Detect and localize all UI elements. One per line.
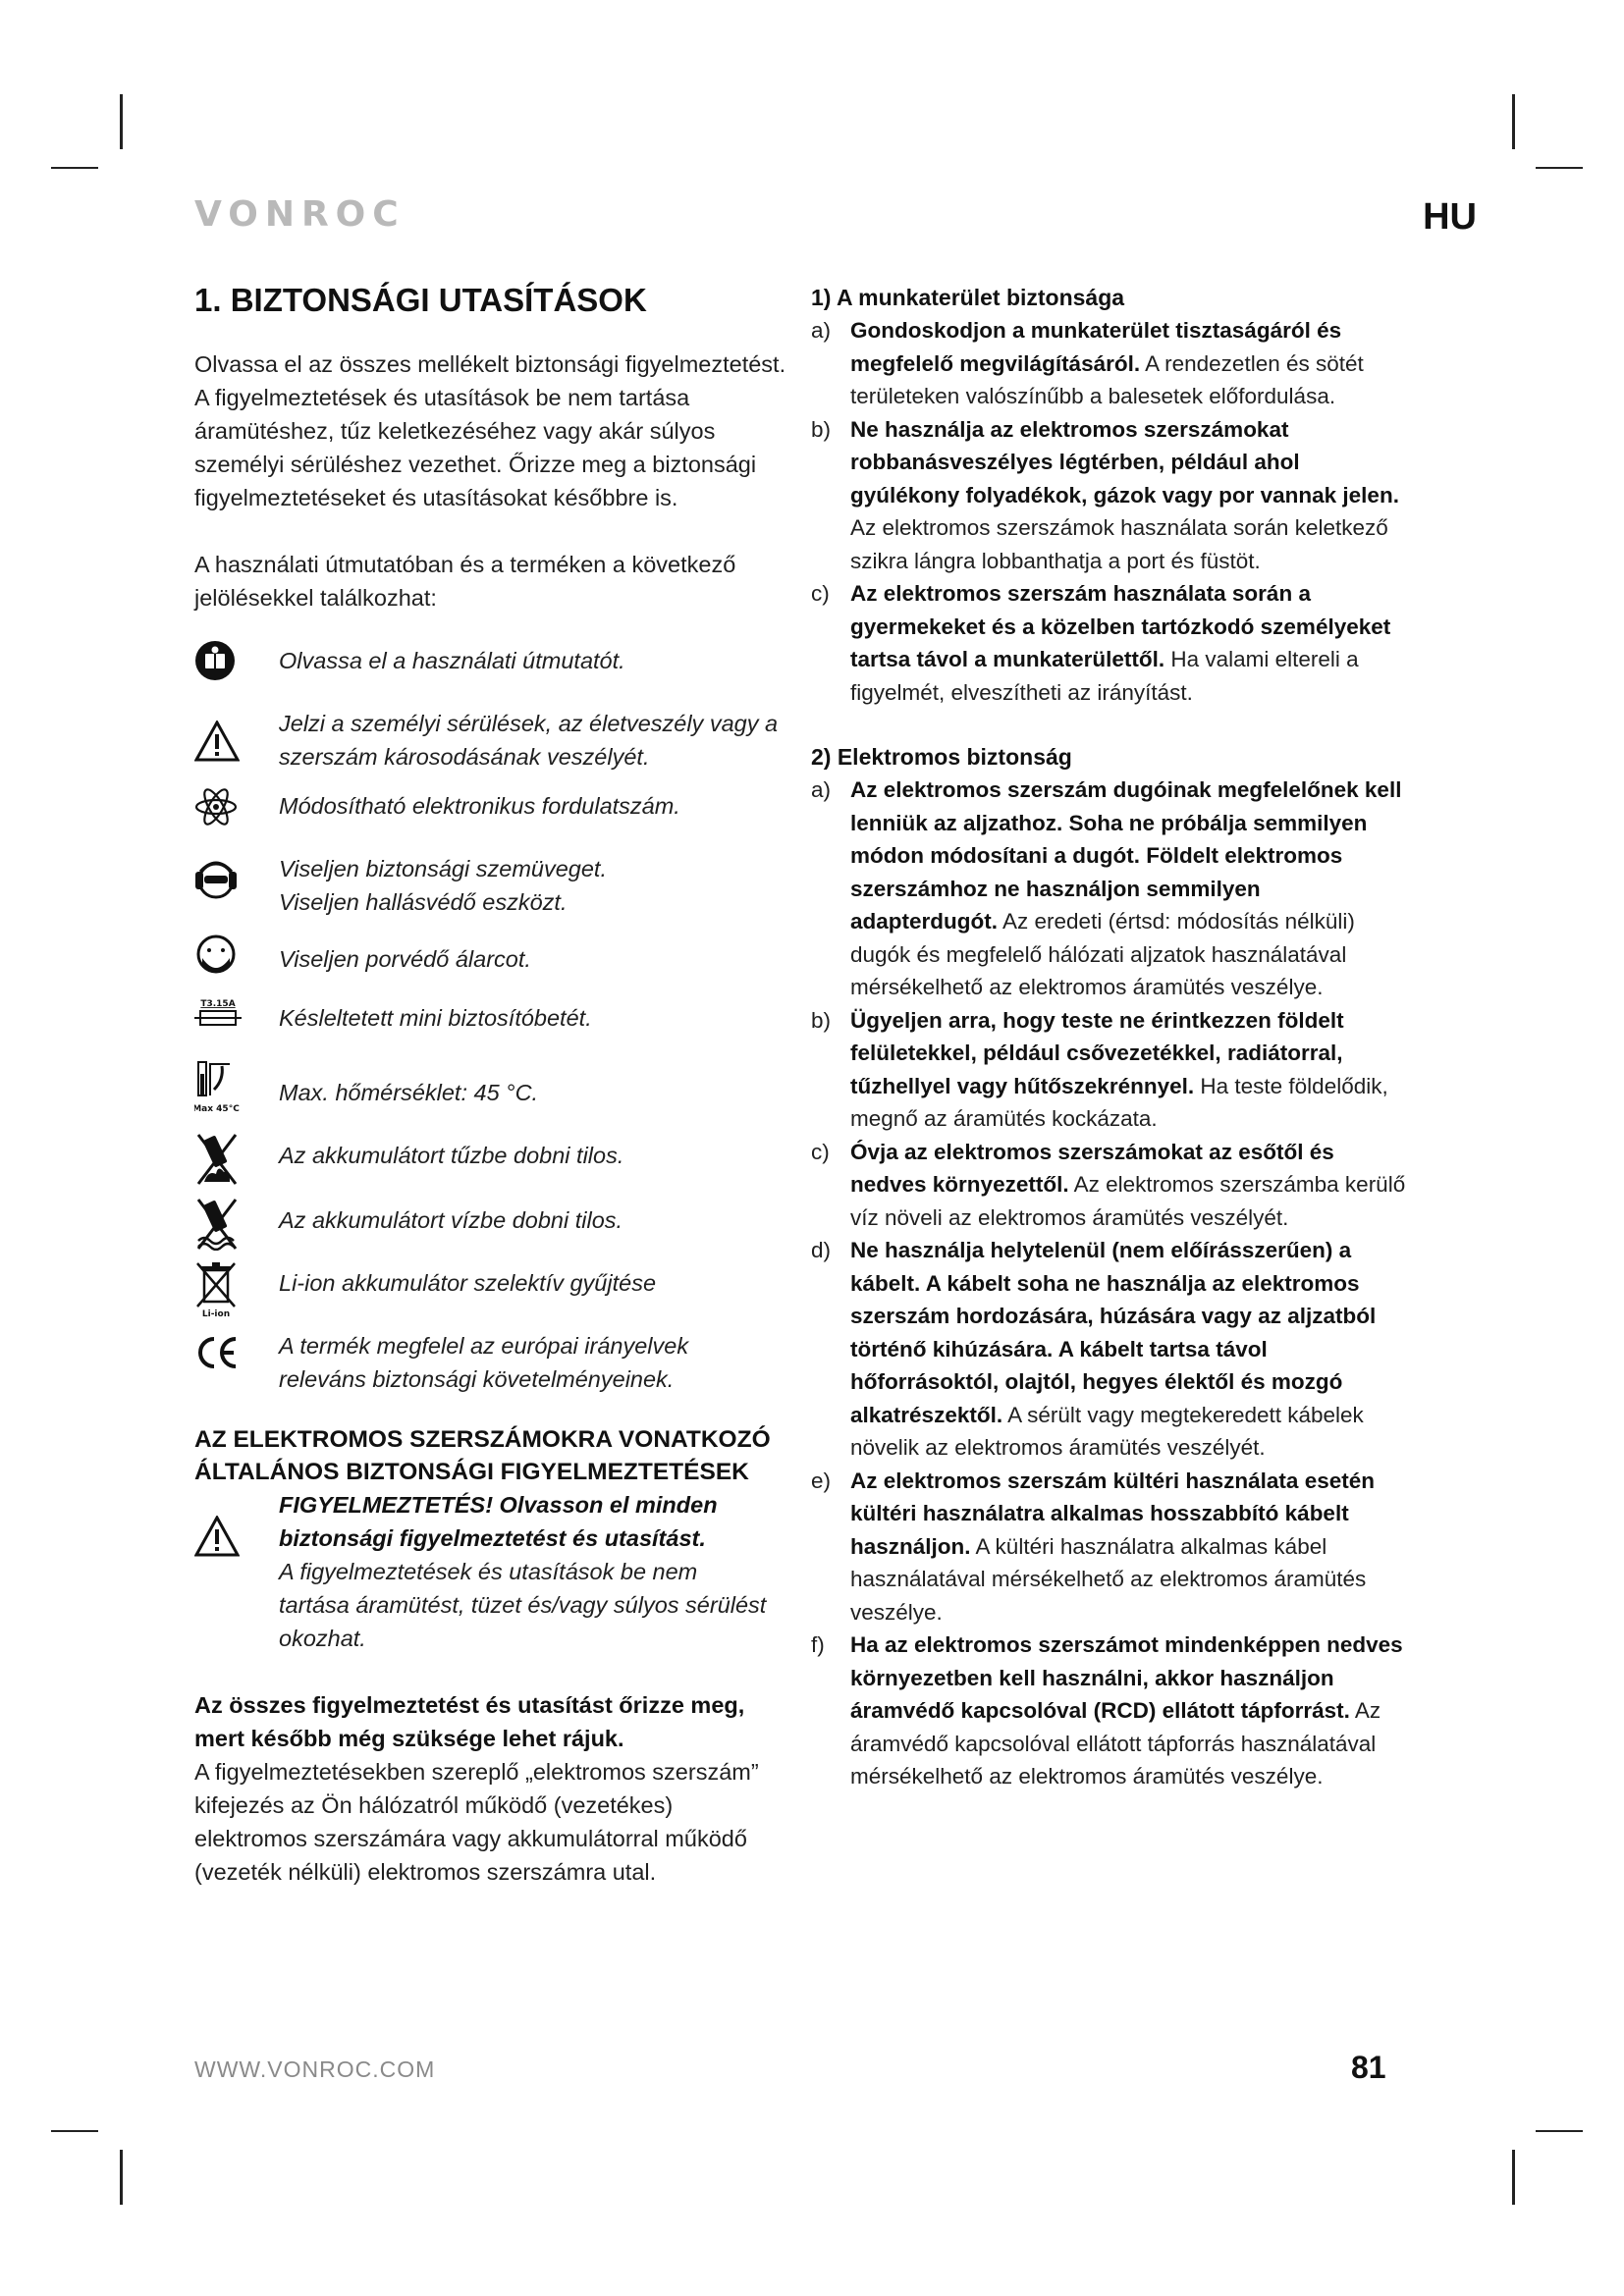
list-item: e) Az elektromos szerszám kültéri használata esetén kültéri használatra alkalmas hosszabbító kábelt használjon. A kültéri használatra alkalmas kábel használatával mérsékelhető az elektromos áramütés veszélye. (811, 1468, 1375, 1625)
list-item: f) Ha az elektromos szerszámot mindenképpen nedves környezetben kell használni, akkor használjon áramvédő kapcsolóval (RCD) ellátott tápforrást. Az áramvédő kapcsolóval ellátott tápforrás használatával mérsékelhető az elektromos áramütés veszélye. (811, 1632, 1403, 1789)
page-number: 81 (1351, 2050, 1386, 2085)
warning-triangle-icon (194, 1516, 240, 1562)
right-column (811, 281, 1412, 1793)
symbol-item: Viseljen porvédő álarcot. (194, 933, 789, 997)
warning-triangle-icon (194, 721, 240, 767)
ce-mark-icon (194, 1335, 240, 1375)
left-column (194, 281, 789, 1889)
section-electrical-title: 2) Elektromos biztonság (811, 744, 1072, 770)
crop-mark (1536, 2130, 1583, 2132)
no-fire-battery-icon (194, 1131, 240, 1191)
no-water-battery-icon (194, 1196, 240, 1255)
list-item: a) Gondoskodjon a munkaterület tisztaságáról és megfelelő megvilágításáról. A rendezetlen és sötét területeken valószínűbb a balesetek előfordulása. (811, 318, 1364, 408)
symbol-item: Max 45°C Max. hőmérséklet: 45 °C. (194, 1060, 789, 1131)
symbol-item: Módosítható elektronikus fordulatszám. (194, 785, 789, 850)
symbol-item: T3.15A Késleltetett mini biztosítóbetét. (194, 997, 789, 1060)
list-item: d) Ne használja helytelenül (nem előírásszerűen) a kábelt. A kábelt soha ne használja az elektromos szerszám hordozására, húzására vagy az aljzatból történő kihúzására. A kábelt tartsa távol hőforrásoktól, olajtól, hegyes élektől és mozgó alkatrészektől. A sérült vagy megtekeredett kábelek növelik az elektromos áramütés veszélyét. (811, 1238, 1377, 1460)
bin-label: Li-ion (201, 1309, 231, 1319)
warning-block (194, 1488, 789, 1655)
atom-icon (194, 785, 238, 833)
symbol-item: Li-ion Li-ion akkumulátor szelektív gyűjtése (194, 1260, 789, 1329)
section-work-area-title: 1) A munkaterület biztonsága (811, 285, 1125, 310)
crop-mark (51, 2130, 98, 2132)
symbol-item: A termék megfelel az európai irányelvek releváns biztonsági követelményeinek. (194, 1329, 789, 1410)
crop-mark (51, 167, 98, 169)
keep-instructions-text: A figyelmeztetésekben szereplő „elektromos szerszám” kifejezés az Ön hálózatról működő (vezetékes) elektromos szerszámára vagy akkumulátorral működő (vezeték nélküli) elektromos szerszámra utal. (194, 1759, 759, 1885)
crop-mark (1536, 167, 1583, 169)
symbols-list (194, 640, 789, 1410)
symbol-item: Olvassa el a használati útmutatót. (194, 640, 789, 707)
brand-logo: VONROC (194, 194, 406, 235)
list-item: b) Ügyeljen arra, hogy teste ne érintkezzen földelt felületekkel, például csővezetékkel, radiátorral, tűzhellyel vagy hűtőszekrénnyel. Ha teste földelődik, megnő az áramütés kockázata. (811, 1007, 1388, 1131)
language-code: HU (1423, 196, 1477, 238)
goggles-earmuffs-icon (194, 856, 238, 910)
symbol-item: Jelzi a személyi sérülések, az életveszély vagy a szerszám károsodásának veszélyét. (194, 707, 789, 785)
thermometer-icon (194, 1060, 240, 1120)
list-item: c) Az elektromos szerszám használata során a gyermekeket és a közelben tartózkodó személyeket tartsa távol a munkaterülettől. Ha valami eltereli a figyelmét, elveszítheti az irányítást. (811, 581, 1391, 705)
page-title: 1. BIZTONSÁGI UTASÍTÁSOK (194, 282, 647, 318)
fuse-icon (194, 997, 242, 1034)
warning-bold-text: FIGYELMEZTETÉS! Olvasson el minden biztonsági figyelmeztetést és utasítást. (279, 1492, 718, 1551)
crop-mark (120, 2150, 123, 2205)
crop-mark (1512, 94, 1515, 149)
symbol-item: Viseljen biztonsági szemüveget. Viseljen hallásvédő eszközt. (194, 850, 789, 933)
general-warnings-title: AZ ELEKTROMOS SZERSZÁMOKRA VONATKOZÓ ÁLTALÁNOS BIZTONSÁGI FIGYELMEZTETÉSEK (194, 1426, 771, 1485)
symbol-item: Az akkumulátort tűzbe dobni tilos. (194, 1131, 789, 1196)
list-item: b) Ne használja az elektromos szerszámokat robbanásveszélyes légtérben, például ahol gyúlékony folyadékok, gázok vagy por vannak jelen. Az elektromos szerszámok használata során keletkező szikra lángra lobbanthatja a port és füstöt. (811, 416, 1399, 573)
list-item: c) Óvja az elektromos szerszámokat az esőtől és nedves környezettől. Az elektromos szerszámba kerülő víz növeli az elektromos áramütés veszélyét. (811, 1139, 1406, 1230)
symbols-intro: A használati útmutatóban és a terméken a következő jelölésekkel találkozhat: (194, 552, 736, 611)
fuse-label: T3.15A (200, 999, 236, 1009)
warning-text: A figyelmeztetések és utasítások be nem tartása áramütést, tüzet és/vagy súlyos sérülést okozhat. (279, 1559, 767, 1651)
footer-url[interactable]: WWW.VONROC.COM (194, 2056, 436, 2082)
list-item: a) Az elektromos szerszám dugóinak megfelelőnek kell lenniük az aljzathoz. Soha ne próbálja semmilyen módon módosítani a dugót. Földelt elektromos szerszámhoz ne használjon semmilyen adapterdugót. Az eredeti (értsd: módosítás nélküli) dugók és megfelelő hálózati aljzatok használatával mérsékelhető az elektromos áramütés veszélye. (811, 777, 1402, 999)
intro-paragraph: Olvassa el az összes mellékelt biztonsági figyelmeztetést. A figyelmeztetések és utasítások be nem tartása áramütéshez, tűz keletkezéséhez vagy akár súlyos személyi sérüléshez vezethet. Őrizze meg a biztonsági figyelmeztetéseket és utasításokat későbbre is. (194, 351, 786, 510)
symbol-item: Az akkumulátort vízbe dobni tilos. (194, 1196, 789, 1260)
thermometer-label: Max 45°C (194, 1104, 240, 1114)
manual-icon (194, 640, 236, 686)
keep-instructions-bold: Az összes figyelmeztetést és utasítást őrizze meg, mert később még szüksége lehet rájuk. (194, 1692, 745, 1751)
crop-mark (120, 94, 123, 149)
crossed-bin-icon (194, 1260, 238, 1324)
dust-mask-icon (194, 933, 238, 987)
crop-mark (1512, 2150, 1515, 2205)
